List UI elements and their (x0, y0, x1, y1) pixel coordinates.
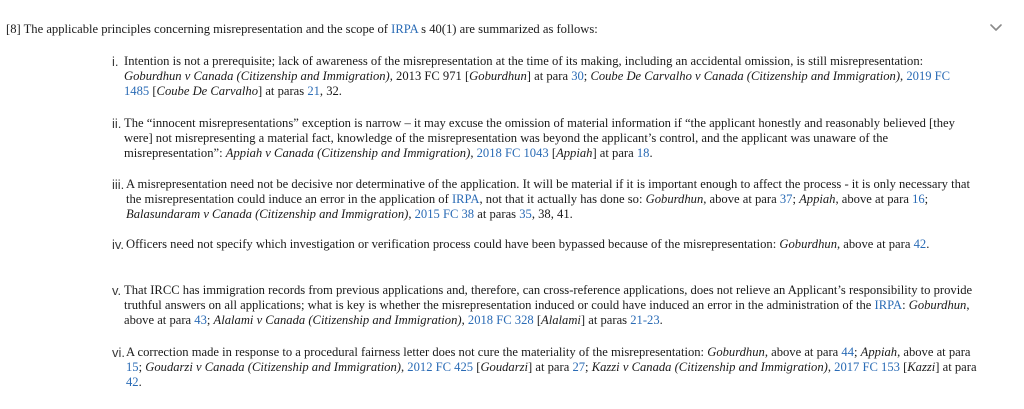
item-text: That IRCC has immigration records from previous applications and, therefore, can cross-reference applications, does not relieve an Applicant’s responsibility to provide truthful answers on all applications; what is key is whether the misrepresentation induced or could have induced an error in the administration of the IRPA: Goburdhun, above at para 43; Alalami v Canada (Citizenship and Immigration), 2018 FC 328 [Alalami] at paras 21-23. (124, 283, 973, 327)
citation-link[interactable]: 21 (307, 84, 320, 98)
citation-link[interactable]: 42 (913, 237, 927, 251)
irpa-link[interactable]: IRPA (391, 22, 418, 36)
list-item (112, 283, 978, 328)
irpa-link[interactable]: IRPA (451, 192, 480, 206)
item-text: A correction made in response to a procedural fairness letter does not cure the materiality of the misrepresentation: Goburdhun, above at para 44; Appiah, above at para 15; Goudarzi v Canada (Citizenship and Immigration), 2012 FC 425 [Goudarzi] at para 27; Kazzi v Canada (Citizenship and Immigration), 2017 FC 153 [Kazzi] at para 42. (126, 345, 977, 389)
irpa-link[interactable]: IRPA (874, 298, 903, 312)
item-number: iv. (112, 237, 125, 252)
list-item (112, 177, 978, 222)
intro-paragraph: [8] The applicable principles concerning misrepresentation and the scope of IRPA s 40(1) are summarized as follows: (6, 22, 598, 36)
citation-link[interactable]: 35 (519, 207, 532, 221)
citation-link[interactable]: 27 (572, 360, 586, 374)
list-item (112, 116, 978, 161)
citation-link[interactable]: 37 (779, 192, 793, 206)
item-text: Officers need not specify which investigation or verification process could have been bypassed because of the misrepresentation: Goburdhun, above at para 42. (126, 237, 930, 251)
citation-link[interactable]: 2018 FC 1043 (476, 146, 549, 160)
citation-link[interactable]: 2012 FC 425 (407, 360, 474, 374)
citation-link[interactable]: 2018 FC 328 (467, 313, 534, 327)
paragraph-number: [8] (6, 22, 21, 36)
item-text: A misrepresentation need not be decisive nor determinative of the application. It will be material if it is important enough to affect the process - it is only necessary that the misrepresentation could induce an error in the application of IRPA, not that it actually has done so: Goburdhun, above at para 37; Appiah, above at para 16; Balasundaram v Canada (Citizenship and Immigration), 2015 FC 38 at paras 35, 38, 41. (126, 177, 970, 221)
citation-link[interactable]: 30 (571, 69, 584, 83)
citation-link[interactable]: 44 (841, 345, 855, 359)
citation-link[interactable]: 42 (126, 375, 139, 389)
list-item (112, 54, 978, 99)
chevron-down-icon[interactable] (989, 23, 1003, 33)
list-item (112, 345, 978, 390)
item-text: The “innocent misrepresentations” exception is narrow – it may excuse the omission of material information if “the applicant honestly and reasonably believed [they were] not misrepresenting a material fact, knowledge of the misrepresentation was beyond the applicant’s control, and the applicant was unaware of the misrepresentation”: Appiah v Canada (Citizenship and Immigration), 2018 FC 1043 [Appiah] at para 18. (124, 116, 955, 160)
item-text: Intention is not a prerequisite; lack of awareness of the misrepresentation at the time of its making, including an accidental omission, is still misrepresentation: Goburdhun v Canada (Citizenship and Immigration), 2013 FC 971 [Goburdhun] at para 30; Coube De Carvalho v Canada (Citizenship and Immigration), 2019 FC 1485 [Coube De Carvalho] at paras 21, 32. (124, 54, 951, 98)
citation-link[interactable]: 43 (194, 313, 207, 327)
item-number: i. (112, 54, 119, 69)
item-number: ii. (112, 116, 122, 131)
citation-link[interactable]: 2015 FC 38 (414, 207, 475, 221)
item-number: vi. (112, 345, 125, 360)
citation-link[interactable]: 16 (912, 192, 925, 206)
item-number: v. (112, 283, 122, 298)
citation-link[interactable]: 21-23 (630, 313, 660, 327)
citation-link[interactable]: 15 (126, 360, 139, 374)
list-item (112, 237, 978, 252)
item-number: iii. (112, 177, 125, 192)
citation-link[interactable]: 18 (636, 146, 650, 160)
citation-link[interactable]: 2017 FC 153 (834, 360, 900, 374)
citation-link[interactable]: 2019 FC 1485 (124, 69, 951, 98)
